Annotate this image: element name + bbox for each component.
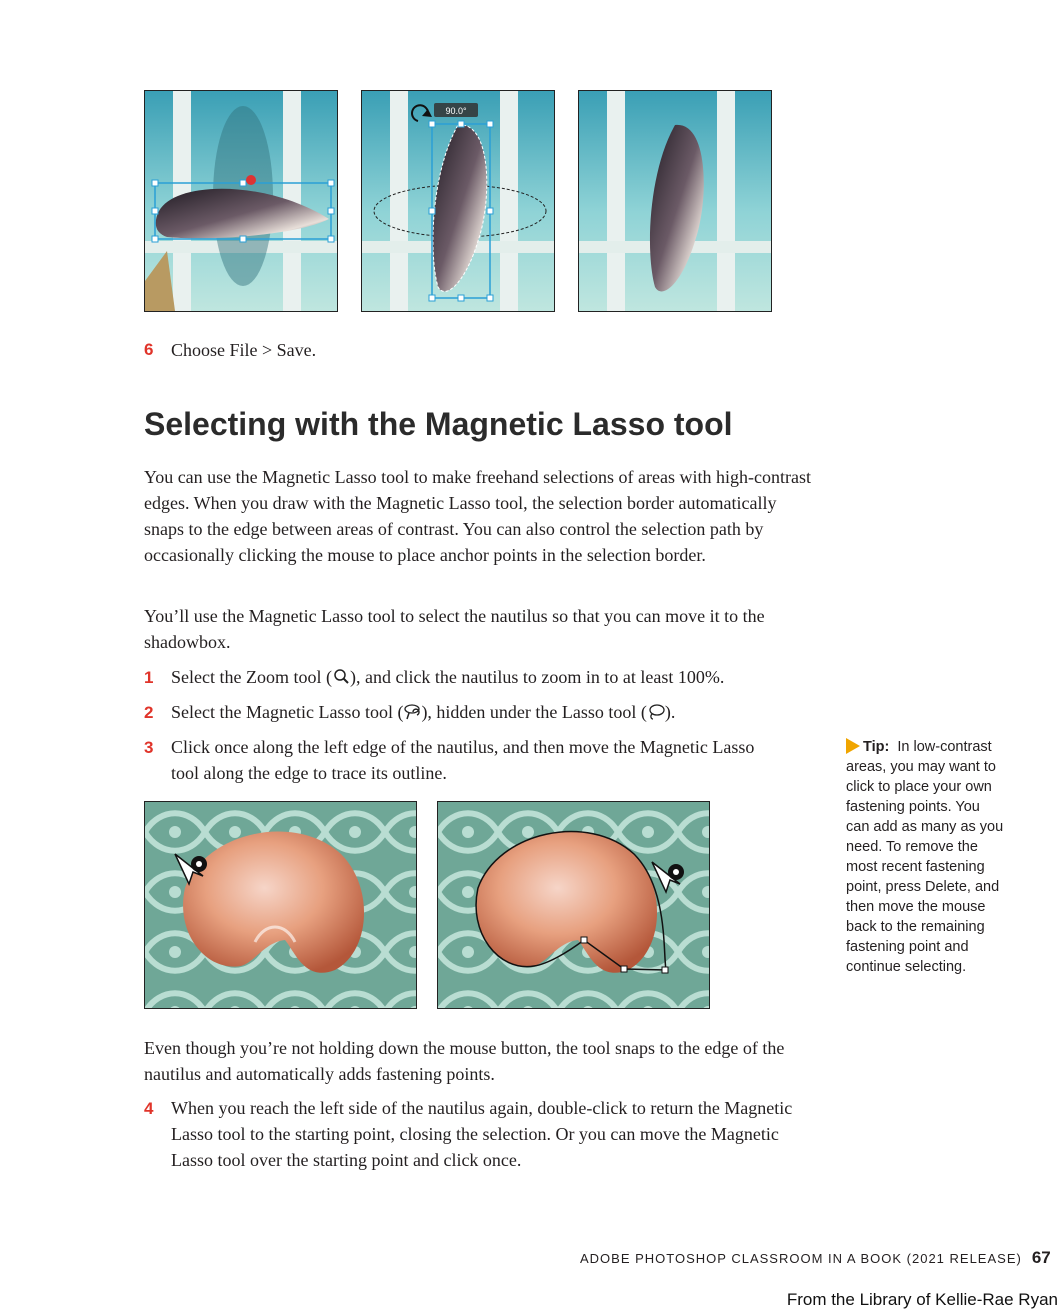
tip-label: Tip:	[863, 739, 890, 755]
page-footer	[580, 1248, 1051, 1268]
step-2-post: ).	[664, 702, 676, 722]
tip-sidebar	[846, 737, 1006, 977]
page-number: 67	[1031, 1248, 1051, 1267]
figure-shell-vertical	[578, 90, 772, 312]
step-2-text	[171, 699, 816, 725]
step-6-text: Choose File > Save.	[171, 340, 317, 360]
step-3-number: 3	[144, 738, 154, 757]
step-1-post: ), and click the nautilus to zoom in to at least 100%.	[349, 667, 725, 687]
intro-paragraph: You can use the Magnetic Lasso tool to make freehand selections of areas with high-contrast edges. When you draw with the Magnetic Lasso tool, the selection border automatically snaps to the edge between areas of contrast. You can also control the selection path by occasionally clicking the mouse to place anchor points in the selection border.	[144, 467, 811, 565]
step-4-number: 4	[144, 1099, 154, 1118]
step-3-text: Click once along the left edge of the nautilus, and then move the Magnetic Lasso tool along the edge to trace its outline.	[171, 737, 755, 783]
tip-triangle-icon	[846, 738, 860, 754]
footer-title: ADOBE PHOTOSHOP CLASSROOM IN A BOOK (2021 RELEASE)	[580, 1251, 1022, 1266]
library-watermark: From the Library of Kellie-Rae Ryan	[786, 1290, 1058, 1309]
step-6-number: 6	[144, 340, 154, 359]
figure-shell-horizontal	[144, 90, 338, 312]
step-4-text: When you reach the left side of the nautilus again, double-click to return the Magnetic Lasso tool to the starting point, closing the selection. Or you can move the Magnetic Lasso tool over the starting point and click once.	[171, 1098, 793, 1170]
step-2-mid: ), hidden under the Lasso tool (	[421, 702, 647, 722]
step-1-text	[171, 664, 816, 690]
task-paragraph: You’ll use the Magnetic Lasso tool to select the nautilus so that you can move it to the shadowbox.	[144, 606, 765, 652]
tip-text: In low-contrast areas, you may want to click to place your own fastening points. You can add as many as you need. To remove the most recent fastening point, press Delete, and then move the mouse back to the remaining fastening point and continue selecting.	[846, 739, 1004, 975]
figure-shell-rotating	[361, 90, 555, 312]
section-heading: Selecting with the Magnetic Lasso tool	[144, 406, 733, 442]
step-1-pre: Select the Zoom tool (	[171, 667, 332, 687]
figure-nautilus-traced	[437, 801, 710, 1009]
magnetic-lasso-icon	[403, 703, 421, 721]
step-1-number: 1	[144, 668, 154, 687]
snap-paragraph: Even though you’re not holding down the mouse button, the tool snaps to the edge of the nautilus and automatically adds fastening points.	[144, 1038, 785, 1084]
rotation-readout: 90.0°	[445, 106, 467, 116]
step-2-number: 2	[144, 703, 154, 722]
step-2-pre: Select the Magnetic Lasso tool (	[171, 702, 404, 722]
figure-nautilus-start	[144, 801, 417, 1009]
lasso-icon	[647, 703, 665, 721]
zoom-icon	[332, 668, 350, 686]
